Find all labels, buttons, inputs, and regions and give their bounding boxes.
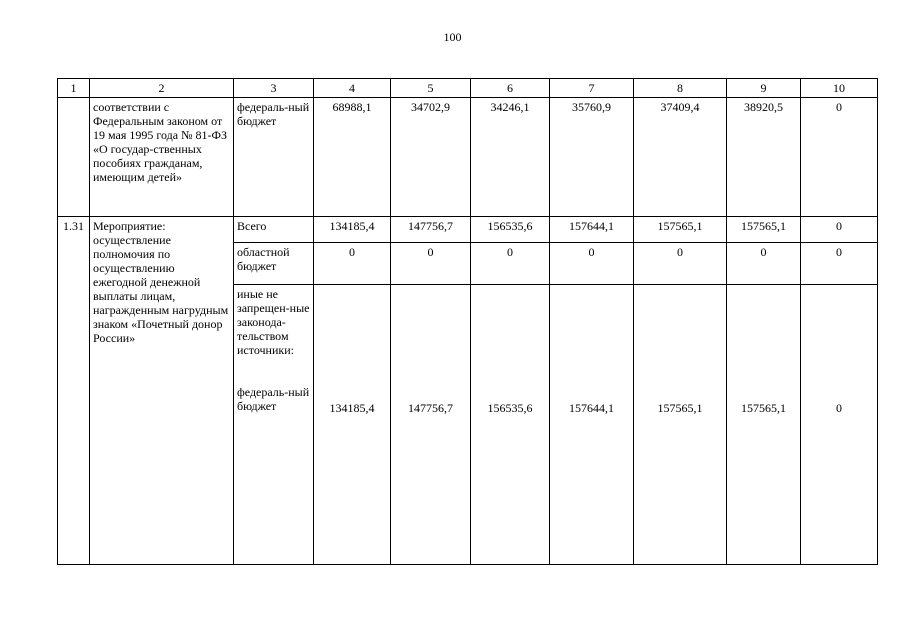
value-cell	[314, 285, 391, 565]
value-text: 156535,6	[487, 401, 533, 415]
value-cell: 0	[801, 98, 878, 217]
other-sources-label: иные не запрещен-ные законода-тельством источники:	[237, 287, 310, 357]
value-cell	[634, 285, 727, 565]
federal-budget-label: федераль-ный бюджет	[237, 385, 310, 413]
value-cell: 68988,1	[314, 98, 391, 217]
value-cell: 0	[550, 243, 634, 285]
value-cell: 157565,1	[727, 217, 801, 243]
value-cell: 156535,6	[471, 217, 550, 243]
col-header-10: 10	[801, 79, 878, 98]
funding-source: областной бюджет	[234, 243, 314, 285]
value-cell	[391, 285, 471, 565]
value-cell: 34702,9	[391, 98, 471, 217]
value-text: 157644,1	[569, 401, 614, 415]
measure-description: соответствии с Федеральным законом от 19 мая 1995 года № 81-ФЗ «О государ-ственных пособиях гражданам, имеющим детей»	[90, 98, 234, 217]
value-cell: 0	[314, 243, 391, 285]
value-text: 157565,1	[657, 401, 703, 415]
value-cell: 0	[391, 243, 471, 285]
col-header-8: 8	[634, 79, 727, 98]
row-number: 1.31	[58, 217, 90, 565]
col-header-6: 6	[471, 79, 550, 98]
value-cell: 38920,5	[727, 98, 801, 217]
value-cell: 0	[471, 243, 550, 285]
value-cell: 0	[727, 243, 801, 285]
value-cell	[801, 285, 878, 565]
value-cell: 0	[801, 217, 878, 243]
value-cell: 35760,9	[550, 98, 634, 217]
value-cell: 134185,4	[314, 217, 391, 243]
value-cell: 0	[801, 243, 878, 285]
value-cell	[471, 285, 550, 565]
funding-source: федераль-ный бюджет	[234, 98, 314, 217]
value-cell	[727, 285, 801, 565]
table-row-1-31-total	[58, 217, 878, 243]
value-cell	[550, 285, 634, 565]
budget-table	[57, 78, 878, 565]
value-cell: 147756,7	[391, 217, 471, 243]
value-cell: 157565,1	[634, 217, 727, 243]
table-row-continuation	[58, 98, 878, 217]
funding-source: Всего	[234, 217, 314, 243]
col-header-2: 2	[90, 79, 234, 98]
value-cell: 34246,1	[471, 98, 550, 217]
value-cell: 157644,1	[550, 217, 634, 243]
col-header-4: 4	[314, 79, 391, 98]
value-cell: 0	[634, 243, 727, 285]
col-header-5: 5	[391, 79, 471, 98]
value-text: 0	[836, 401, 842, 415]
col-header-3: 3	[234, 79, 314, 98]
value-text: 157565,1	[741, 401, 786, 415]
col-header-9: 9	[727, 79, 801, 98]
col-header-7: 7	[550, 79, 634, 98]
col-header-1: 1	[58, 79, 90, 98]
header-row	[58, 79, 878, 98]
value-text: 147756,7	[408, 401, 453, 415]
funding-source	[234, 285, 314, 565]
value-cell: 37409,4	[634, 98, 727, 217]
measure-description: Мероприятие: осуществление полномочия по осуществлению ежегодной денежной выплаты лицам, награжденным нагрудным знаком «Почетный донор России»	[90, 217, 234, 565]
page-number: 100	[443, 30, 462, 44]
value-text: 134185,4	[329, 401, 375, 415]
row-number	[58, 98, 90, 217]
